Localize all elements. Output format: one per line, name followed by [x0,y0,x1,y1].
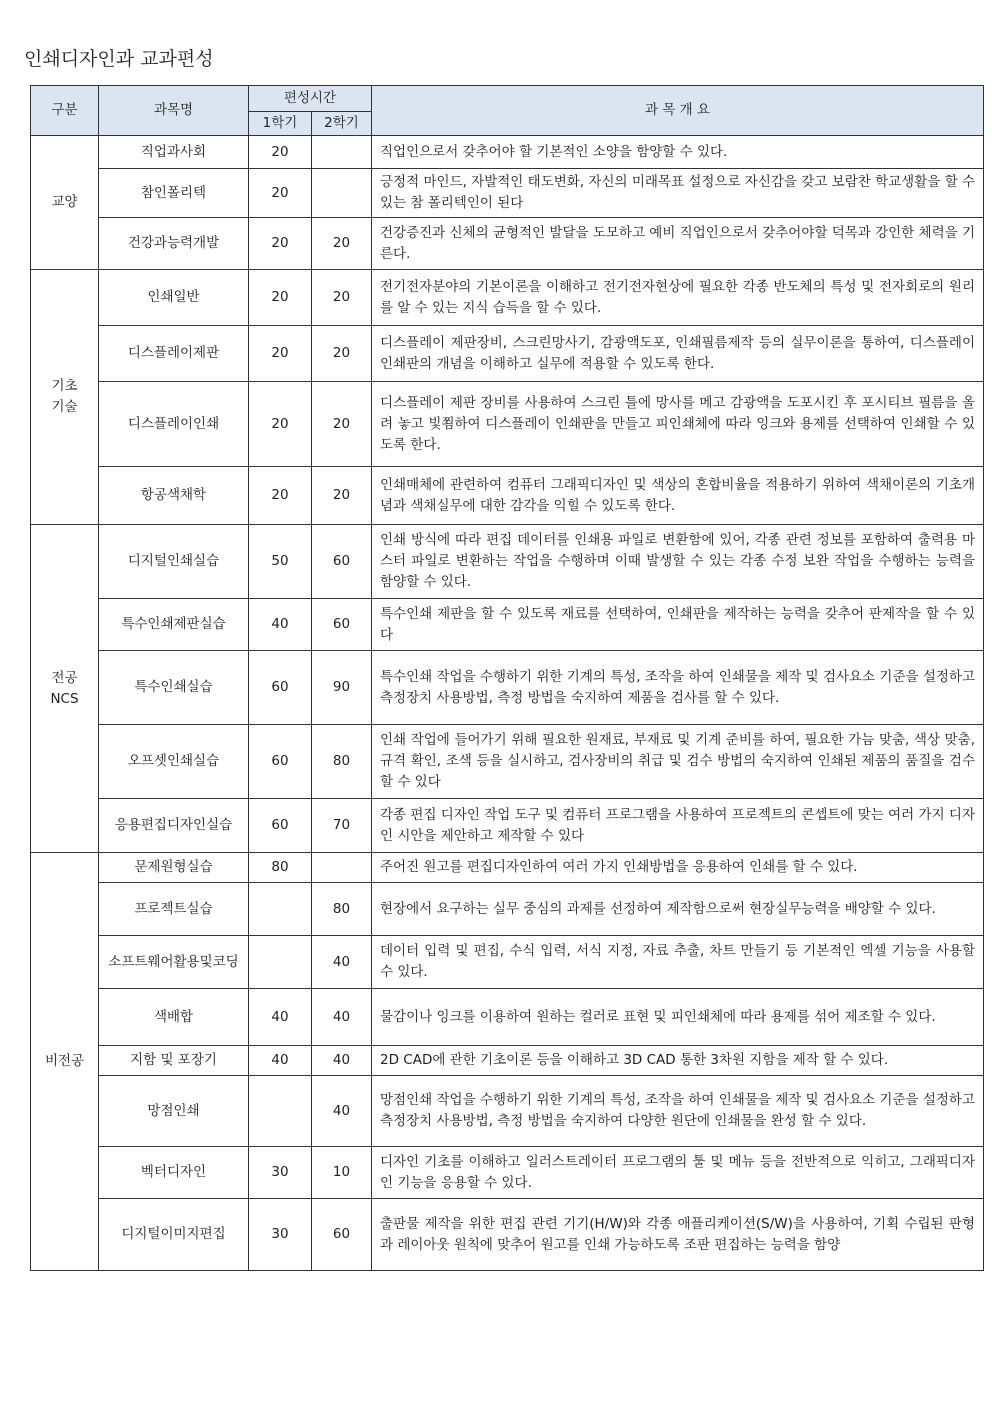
subject-cell: 특수인쇄제판실습 [99,599,249,651]
subject-cell: 인쇄일반 [99,270,249,326]
semester-2-hours-cell [312,853,372,883]
semester-2-hours-cell: 60 [312,599,372,651]
semester-2-hours-cell: 70 [312,799,372,853]
semester-1-hours-cell: 20 [249,218,312,270]
semester-1-hours-cell: 20 [249,382,312,467]
semester-1-hours-cell: 20 [249,270,312,326]
table-row [31,725,984,799]
curriculum-table [30,85,984,1271]
subject-cell: 지함 및 포장기 [99,1046,249,1076]
overview-cell: 물감이나 잉크를 이용하여 원하는 컬러로 표현 및 피인쇄체에 따라 용제를 섞어 제조할 수 있다. [372,989,984,1046]
overview-cell: 인쇄매체에 관련하여 컴퓨터 그래픽디자인 및 색상의 혼합비율을 적용하기 위하여 색채이론의 기초개념과 색채실무에 대한 감각을 익힐 수 있도록 한다. [372,467,984,525]
semester-2-hours-cell: 80 [312,883,372,936]
subject-cell: 응용편집디자인실습 [99,799,249,853]
overview-cell: 주어진 원고를 편집디자인하여 여러 가지 인쇄방법을 응용하여 인쇄를 할 수 있다. [372,853,984,883]
overview-cell: 건강증진과 신체의 균형적인 발달을 도모하고 예비 직업인으로서 갖추어야할 덕목과 강인한 체력을 기른다. [372,218,984,270]
semester-2-hours-cell: 90 [312,651,372,725]
table-row [31,853,984,883]
table-row [31,326,984,382]
subject-cell: 디지털인쇄실습 [99,525,249,599]
subject-cell: 디지털이미지편집 [99,1199,249,1271]
semester-2-hours-cell: 80 [312,725,372,799]
table-row [31,169,984,218]
table-row [31,382,984,467]
subject-cell: 오프셋인쇄실습 [99,725,249,799]
semester-2-hours-cell: 40 [312,936,372,989]
overview-cell: 인쇄 방식에 따라 편집 데이터를 인쇄용 파일로 변환함에 있어, 각종 관련 정보를 포함하여 출력용 마스터 파일로 변환하는 작업을 수행하며 이때 발생할 수 있는 각종 수정 보완 작업을 수행하는 능력을 함양할 수 있다. [372,525,984,599]
semester-2-hours-cell: 20 [312,382,372,467]
table-row [31,1076,984,1147]
semester-2-hours-cell: 40 [312,1076,372,1147]
table-row [31,599,984,651]
subject-cell: 건강과능력개발 [99,218,249,270]
semester-2-hours-cell: 20 [312,218,372,270]
header-subject: 과목명 [99,86,249,136]
table-row [31,525,984,599]
table-row [31,651,984,725]
overview-cell: 전기전자분야의 기본이론을 이해하고 전기전자현상에 필요한 각종 반도체의 특성 및 전자회로의 원리를 알 수 있는 지식 습득을 할 수 있다. [372,270,984,326]
semester-2-hours-cell: 10 [312,1147,372,1199]
overview-cell: 2D CAD에 관한 기초이론 등을 이해하고 3D CAD 통한 3차원 지함을 제작 할 수 있다. [372,1046,984,1076]
semester-2-hours-cell: 40 [312,1046,372,1076]
semester-1-hours-cell: 40 [249,599,312,651]
subject-cell: 소프트웨어활용및코딩 [99,936,249,989]
header-hours: 편성시간 [249,86,372,112]
table-row [31,467,984,525]
table-row [31,989,984,1046]
semester-1-hours-cell: 60 [249,725,312,799]
overview-cell: 디자인 기초를 이해하고 일러스트레이터 프로그램의 툴 및 메뉴 등을 전반적으로 익히고, 그래픽디자인 기능을 응용할 수 있다. [372,1147,984,1199]
overview-cell: 현장에서 요구하는 실무 중심의 과제를 선정하여 제작함으로써 현장실무능력을 배양할 수 있다. [372,883,984,936]
semester-2-hours-cell: 20 [312,467,372,525]
overview-cell: 긍정적 마인드, 자발적인 태도변화, 자신의 미래목표 설정으로 자신감을 갖고 보람찬 학교생활을 할 수 있는 참 폴리텍인이 된다 [372,169,984,218]
table-row [31,270,984,326]
overview-cell: 디스플레이 제판 장비를 사용하여 스크린 틀에 망사를 메고 감광액을 도포시킨 후 포시티브 필름을 올려 놓고 빛쬠하여 디스플레이 인쇄판을 만들고 피인쇄체에 따라 잉크와 용제를 선택하여 인쇄할 수 있도록 한다. [372,382,984,467]
semester-1-hours-cell: 60 [249,651,312,725]
subject-cell: 디스플레이인쇄 [99,382,249,467]
semester-2-hours-cell [312,136,372,169]
subject-cell: 항공색채학 [99,467,249,525]
overview-cell: 데이터 입력 및 편집, 수식 입력, 서식 지정, 자료 추출, 차트 만들기 등 기본적인 엑셀 기능을 사용할 수 있다. [372,936,984,989]
semester-1-hours-cell: 20 [249,467,312,525]
overview-cell: 직업인으로서 갖추어야 할 기본적인 소양을 함양할 수 있다. [372,136,984,169]
table-row [31,136,984,169]
semester-2-hours-cell: 60 [312,1199,372,1271]
semester-2-hours-cell [312,169,372,218]
overview-cell: 특수인쇄 작업을 수행하기 위한 기계의 특성, 조작을 하여 인쇄물을 제작 및 검사요소 기준을 설정하고 측정장치 사용방법, 측정 방법을 숙지하여 제품을 검사를 할 수 있다. [372,651,984,725]
semester-1-hours-cell: 40 [249,1046,312,1076]
overview-cell: 특수인쇄 제판을 할 수 있도록 재료를 선택하여, 인쇄판을 제작하는 능력을 갖추어 판제작을 할 수 있다 [372,599,984,651]
overview-cell: 디스플레이 제판장비, 스크린망사기, 감광액도포, 인쇄필름제작 등의 실무이론을 통하여, 디스플레이인쇄판의 개념을 이해하고 실무에 적용할 수 있도록 한다. [372,326,984,382]
table-header [31,86,984,136]
semester-1-hours-cell: 60 [249,799,312,853]
category-cell: 전공 NCS [31,525,99,853]
subject-cell: 디스플레이제판 [99,326,249,382]
subject-cell: 벡터디자인 [99,1147,249,1199]
header-overview: 과 목 개 요 [372,86,984,136]
subject-cell: 문제원형실습 [99,853,249,883]
overview-cell: 인쇄 작업에 들어가기 위해 필요한 원재료, 부재료 및 기계 준비를 하여, 필요한 가늠 맞춤, 색상 맞춤, 규격 확인, 조색 등을 실시하고, 검사장비의 취급 및 검수 방법의 숙지하여 인쇄된 제품의 품질을 검수 할 수 있다 [372,725,984,799]
table-row [31,1199,984,1271]
subject-cell: 직업과사회 [99,136,249,169]
semester-1-hours-cell [249,936,312,989]
semester-1-hours-cell: 80 [249,853,312,883]
semester-2-hours-cell: 60 [312,525,372,599]
semester-2-hours-cell: 20 [312,326,372,382]
semester-1-hours-cell: 20 [249,169,312,218]
table-row [31,799,984,853]
semester-1-hours-cell: 20 [249,326,312,382]
overview-cell: 각종 편집 디자인 작업 도구 및 컴퓨터 프로그램을 사용하여 프로젝트의 콘셉트에 맞는 여러 가지 디자인 시안을 제안하고 제작할 수 있다 [372,799,984,853]
subject-cell: 색배합 [99,989,249,1046]
subject-cell: 망점인쇄 [99,1076,249,1147]
table-row [31,1046,984,1076]
category-cell: 비전공 [31,853,99,1271]
semester-1-hours-cell [249,883,312,936]
semester-1-hours-cell: 40 [249,989,312,1046]
header-semester-1: 1학기 [249,112,312,136]
semester-1-hours-cell: 50 [249,525,312,599]
overview-cell: 망점인쇄 작업을 수행하기 위한 기계의 특성, 조작을 하여 인쇄물을 제작 및 검사요소 기준을 설정하고 측정장치 사용방법, 측정 방법을 숙지하여 다양한 원단에 인쇄물을 완성 할 수 있다. [372,1076,984,1147]
table-row [31,1147,984,1199]
category-cell: 교양 [31,136,99,270]
subject-cell: 참인폴리텍 [99,169,249,218]
table-body [31,136,984,1271]
semester-1-hours-cell: 30 [249,1147,312,1199]
semester-1-hours-cell [249,1076,312,1147]
category-cell: 기초 기술 [31,270,99,525]
subject-cell: 프로젝트실습 [99,883,249,936]
subject-cell: 특수인쇄실습 [99,651,249,725]
header-category: 구분 [31,86,99,136]
semester-2-hours-cell: 40 [312,989,372,1046]
table-row [31,883,984,936]
page-title: 인쇄디자인과 교과편성 [24,48,214,70]
semester-2-hours-cell: 20 [312,270,372,326]
table-row [31,936,984,989]
header-semester-2: 2학기 [312,112,372,136]
table-row [31,218,984,270]
semester-1-hours-cell: 20 [249,136,312,169]
overview-cell: 출판물 제작을 위한 편집 관련 기기(H/W)와 각종 애플리케이션(S/W)을 사용하여, 기획 수립된 판형과 레이아웃 원칙에 맞추어 원고를 인쇄 가능하도록 조판 편집하는 능력을 함양 [372,1199,984,1271]
semester-1-hours-cell: 30 [249,1199,312,1271]
